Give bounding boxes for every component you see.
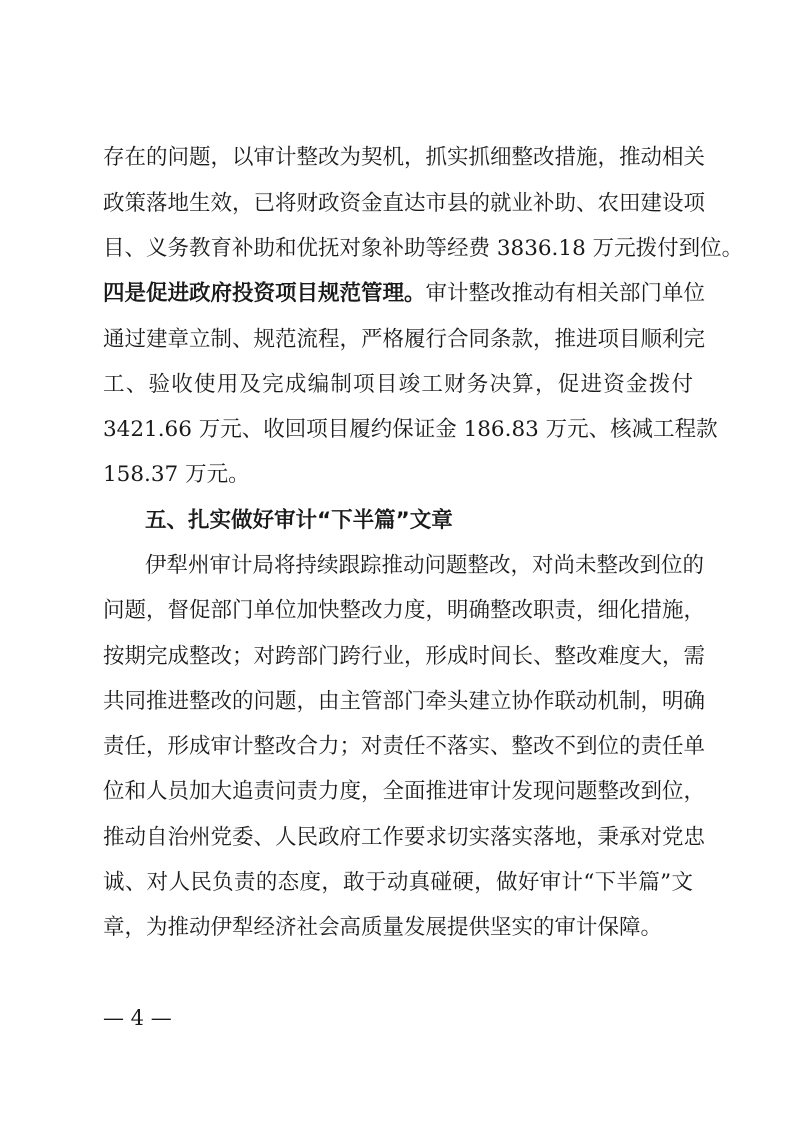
body-text-line: 位和人员加大追责问责力度，全面推进审计发现问题整改到位， — [103, 779, 706, 804]
body-text-line: 158.37 万元。 — [103, 462, 250, 487]
body-text-line: 3421.66 万元、收回项目履约保证金 186.83 万元、核减工程款 — [103, 417, 718, 442]
body-text-line: 章，为推动伊犁经济社会高质量发展提供坚实的审计保障。 — [103, 915, 663, 940]
body-text-line: 目、义务教育补助和优抚对象补助等经费 3836.18 万元拨付到位。 — [103, 236, 744, 261]
section-point-title: 四是促进政府投资项目规范管理。 — [103, 281, 426, 306]
body-text-line — [103, 279, 706, 309]
body-text-line: 诚、对人民负责的态度，敢于动真碰硬，做好审计“下半篇”文 — [103, 870, 693, 895]
body-text-line: 问题，督促部门单位加快整改力度，明确整改职责，细化措施， — [103, 598, 706, 623]
body-text-segment: 审计整改推动有相关部门单位 — [425, 281, 706, 306]
body-text-line: 存在的问题，以审计整改为契机，抓实抓细整改措施，推动相关 — [103, 145, 706, 170]
body-text-line: 按期完成整改；对跨部门跨行业，形成时间长、整改难度大，需 — [103, 644, 706, 669]
body-text-line: 伊犁州审计局将持续跟踪推动问题整改，对尚未整改到位的 — [145, 553, 705, 578]
body-text-line: 责任，形成审计整改合力；对责任不落实、整改不到位的责任单 — [103, 734, 706, 759]
body-text-line: 推动自治州党委、人民政府工作要求切实落实落地，秉承对党忠 — [103, 825, 706, 850]
body-text-line: 共同推进整改的问题，由主管部门牵头建立协作联动机制，明确 — [103, 689, 706, 714]
page-number: — 4 — — [103, 1006, 172, 1030]
body-text-line: 通过建章立制、规范流程，严格履行合同条款，推进项目顺利完 — [103, 327, 706, 352]
body-text-line: 政策落地生效，已将财政资金直达市县的就业补助、农田建设项 — [103, 191, 706, 216]
body-text-line: 工、验收使用及完成编制项目竣工财务决算，促进资金拨付 — [103, 372, 693, 397]
section-heading: 五、扎实做好审计“下半篇”文章 — [145, 508, 453, 533]
